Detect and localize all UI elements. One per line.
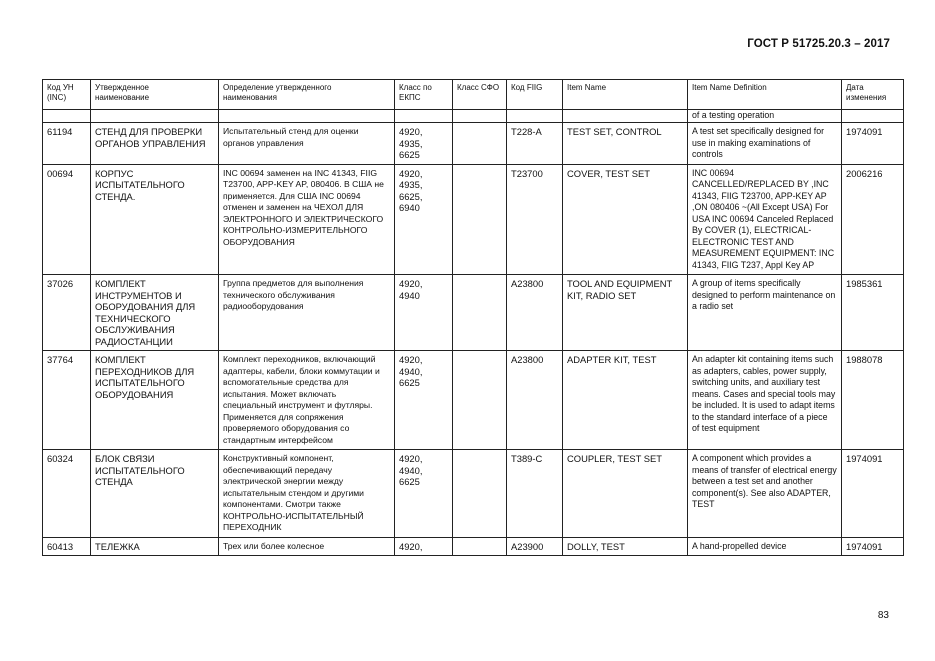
cell-sfo-class bbox=[453, 351, 507, 450]
cell-change-date: 2006216 bbox=[842, 164, 904, 275]
cell-fiig-code: A23900 bbox=[507, 537, 563, 556]
table-row bbox=[43, 164, 904, 275]
cell-change-date: 1974091 bbox=[842, 537, 904, 556]
cell-sfo-class bbox=[453, 123, 507, 165]
cell-inc-code: 61194 bbox=[43, 123, 91, 165]
cell-name-definition: Испытательный стенд для оценки органов управления bbox=[219, 123, 395, 165]
col-header-change-date: Дата изменения bbox=[842, 80, 904, 110]
cell-approved-name: СТЕНД ДЛЯ ПРОВЕРКИ ОРГАНОВ УПРАВЛЕНИЯ bbox=[91, 123, 219, 165]
col-header-inc-code: Код УН (INC) bbox=[43, 80, 91, 110]
page-number: 83 bbox=[877, 610, 889, 621]
document-code: ГОСТ Р 51725.20.3 – 2017 bbox=[747, 38, 890, 50]
cell-name-definition: Трех или более колесное bbox=[219, 537, 395, 556]
col-header-name-definition: Определение утвержденного наименования bbox=[219, 80, 395, 110]
cell-fiig-code: A23800 bbox=[507, 351, 563, 450]
cell-inc-code: 37764 bbox=[43, 351, 91, 450]
cell-fiig-code: T389-C bbox=[507, 450, 563, 538]
cell-item-name: TOOL AND EQUIPMENT KIT, RADIO SET bbox=[563, 275, 688, 351]
continuation-row bbox=[43, 110, 904, 123]
table-row bbox=[43, 537, 904, 556]
cell-item-name-definition: A group of items specifically designed to perform maintenance on a radio set bbox=[688, 275, 842, 351]
cell-ekps-class: 4920, 4940 bbox=[395, 275, 453, 351]
cell-fiig-code: T23700 bbox=[507, 164, 563, 275]
table-row bbox=[43, 450, 904, 538]
cell-inc-code: 37026 bbox=[43, 275, 91, 351]
cell-item-name-definition: An adapter kit containing items such as adapters, cables, power supply, switching units, and auxiliary test means. Cases and special tools may be included. It is used to adapt items to the standard interface of a piece of test equipment bbox=[688, 351, 842, 450]
cell-item-name-definition: A component which provides a means of transfer of electrical energy between a test set and another component(s). See also ADAPTER, TEST bbox=[688, 450, 842, 538]
cell-inc-code: 60324 bbox=[43, 450, 91, 538]
cell-name-definition: Конструктивный компонент, обеспечивающий передачу электрической энергии между испытательным стендом и другими компонентами. Смотри также КОНТРОЛЬНО-ИСПЫТАТЕЛЬНЫЙ ПЕРЕХОДНИК bbox=[219, 450, 395, 538]
col-header-approved-name: Утвержденное наименование bbox=[91, 80, 219, 110]
cell-approved-name: КОРПУС ИСПЫТАТЕЛЬНОГО СТЕНДА. bbox=[91, 164, 219, 275]
cell-sfo-class bbox=[453, 275, 507, 351]
table-row bbox=[43, 351, 904, 450]
cell-approved-name: КОМПЛЕКТ ИНСТРУМЕНТОВ И ОБОРУДОВАНИЯ ДЛЯ ТЕХНИЧЕСКОГО ОБСЛУЖИВАНИЯ РАДИОСТАНЦИИ bbox=[91, 275, 219, 351]
cell-approved-name: БЛОК СВЯЗИ ИСПЫТАТЕЛЬНОГО СТЕНДА bbox=[91, 450, 219, 538]
cell-ekps-class: 4920, 4935, 6625, 6940 bbox=[395, 164, 453, 275]
cell-ekps-class: 4920, bbox=[395, 537, 453, 556]
col-header-sfo-class: Класс СФО bbox=[453, 80, 507, 110]
cell-item-name-definition: INC 00694 CANCELLED/REPLACED BY ,INC 41343, FIIG T23700, APP-KEY AP ,ON 080406 ~(All Except USA) For USA INC 00694 Canceled Replaced By COVER (1), ELECTRICAL-ELECTRONIC TEST AND MEASUREMENT EQUIPMENT: INC 41343, FIIG T237, Appl Key AP bbox=[688, 164, 842, 275]
cell-change-date: 1985361 bbox=[842, 275, 904, 351]
cell-fiig-code: A23800 bbox=[507, 275, 563, 351]
cell-name-definition: INC 00694 заменен на INC 41343, FIIG T23700, APP-KEY AP, 080406. В США не применяется. Для США INC 00694 отменен и заменен на ЧЕХОЛ ДЛЯ ЭЛЕКТРОННОГО И ЭЛЕКТРИЧЕСКОГО КОНТРОЛЬНО-ИЗМЕРИТЕЛЬНОГО ОБОРУДОВАНИЯ bbox=[219, 164, 395, 275]
cell-inc-code: 00694 bbox=[43, 164, 91, 275]
cell-fiig-code: T228-A bbox=[507, 123, 563, 165]
table-row bbox=[43, 123, 904, 165]
col-header-item-name-definition: Item Name Definition bbox=[688, 80, 842, 110]
cell-item-name: COVER, TEST SET bbox=[563, 164, 688, 275]
continuation-definition-en: of a testing operation bbox=[688, 110, 842, 123]
cell-change-date: 1974091 bbox=[842, 123, 904, 165]
item-names-table bbox=[42, 79, 904, 556]
cell-item-name: DOLLY, TEST bbox=[563, 537, 688, 556]
cell-sfo-class bbox=[453, 537, 507, 556]
cell-change-date: 1988078 bbox=[842, 351, 904, 450]
cell-ekps-class: 4920, 4935, 6625 bbox=[395, 123, 453, 165]
cell-ekps-class: 4920, 4940, 6625 bbox=[395, 351, 453, 450]
col-header-item-name: Item Name bbox=[563, 80, 688, 110]
cell-item-name: COUPLER, TEST SET bbox=[563, 450, 688, 538]
cell-item-name: ADAPTER KIT, TEST bbox=[563, 351, 688, 450]
cell-approved-name: ТЕЛЕЖКА bbox=[91, 537, 219, 556]
cell-approved-name: КОМПЛЕКТ ПЕРЕХОДНИКОВ ДЛЯ ИСПЫТАТЕЛЬНОГО ОБОРУДОВАНИЯ bbox=[91, 351, 219, 450]
cell-item-name-definition: A test set specifically designed for use in making examinations of controls bbox=[688, 123, 842, 165]
cell-sfo-class bbox=[453, 450, 507, 538]
table-header-row bbox=[43, 80, 904, 110]
cell-item-name: TEST SET, CONTROL bbox=[563, 123, 688, 165]
table-row bbox=[43, 275, 904, 351]
cell-sfo-class bbox=[453, 164, 507, 275]
cell-ekps-class: 4920, 4940, 6625 bbox=[395, 450, 453, 538]
cell-name-definition: Группа предметов для выполнения технического обслуживания радиооборудования bbox=[219, 275, 395, 351]
cell-change-date: 1974091 bbox=[842, 450, 904, 538]
cell-inc-code: 60413 bbox=[43, 537, 91, 556]
cell-item-name-definition: A hand-propelled device bbox=[688, 537, 842, 556]
col-header-fiig-code: Код FIIG bbox=[507, 80, 563, 110]
cell-name-definition: Комплект переходников, включающий адаптеры, кабели, блоки коммутации и вспомогательные средства для испытания. Может включать специальный инструмент и футляры. Применяется для сопряжения проверяемого оборудования со стандартным интерфейсом bbox=[219, 351, 395, 450]
col-header-ekps-class: Класс по ЕКПС bbox=[395, 80, 453, 110]
